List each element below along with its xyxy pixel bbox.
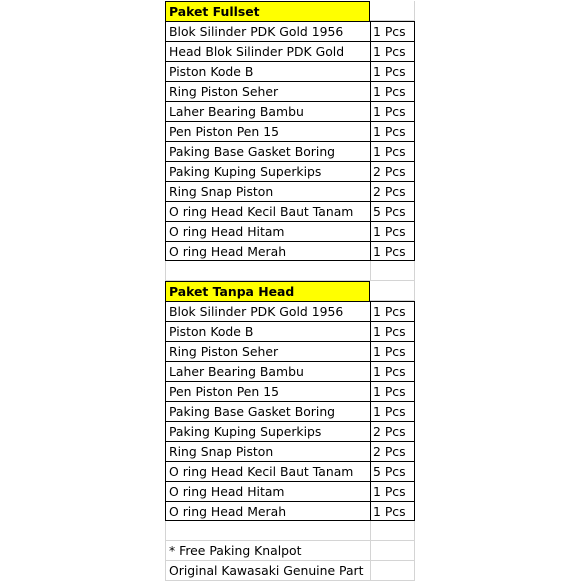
item-qty: 1 Pcs xyxy=(370,101,415,121)
item-name: O ring Head Kecil Baut Tanam xyxy=(165,201,370,221)
item-name: Blok Silinder PDK Gold 1956 xyxy=(165,301,370,321)
item-name: Ring Snap Piston xyxy=(165,441,370,461)
item-name: O ring Head Merah xyxy=(165,241,370,261)
item-qty: 1 Pcs xyxy=(370,501,415,521)
item-name: Laher Bearing Bambu xyxy=(165,361,370,381)
item-name: Blok Silinder PDK Gold 1956 xyxy=(165,21,370,41)
note-free-paking-knalpot: * Free Paking Knalpot xyxy=(165,541,370,561)
item-name: Piston Kode B xyxy=(165,321,370,341)
item-qty: 2 Pcs xyxy=(370,181,415,201)
item-name: Paking Base Gasket Boring xyxy=(165,401,370,421)
item-qty: 1 Pcs xyxy=(370,401,415,421)
empty-cell xyxy=(165,261,370,281)
item-name: Paking Kuping Superkips xyxy=(165,161,370,181)
item-qty: 1 Pcs xyxy=(370,41,415,61)
item-name: O ring Head Kecil Baut Tanam xyxy=(165,461,370,481)
empty-cell xyxy=(370,561,415,581)
empty-cell xyxy=(370,1,415,21)
item-qty: 1 Pcs xyxy=(370,121,415,141)
item-name: Pen Piston Pen 15 xyxy=(165,121,370,141)
section-title: Paket Tanpa Head xyxy=(165,281,370,301)
item-name: Piston Kode B xyxy=(165,61,370,81)
item-qty: 5 Pcs xyxy=(370,201,415,221)
item-name: Paking Kuping Superkips xyxy=(165,421,370,441)
item-qty: 1 Pcs xyxy=(370,221,415,241)
item-qty: 1 Pcs xyxy=(370,81,415,101)
item-name: O ring Head Hitam xyxy=(165,221,370,241)
item-qty: 1 Pcs xyxy=(370,61,415,81)
item-name: Pen Piston Pen 15 xyxy=(165,381,370,401)
item-qty: 5 Pcs xyxy=(370,461,415,481)
section-title: Paket Fullset xyxy=(165,1,370,21)
item-name: Head Blok Silinder PDK Gold xyxy=(165,41,370,61)
item-qty: 1 Pcs xyxy=(370,141,415,161)
item-qty: 2 Pcs xyxy=(370,441,415,461)
empty-cell xyxy=(370,281,415,301)
empty-cell xyxy=(165,521,370,541)
item-qty: 2 Pcs xyxy=(370,421,415,441)
item-qty: 2 Pcs xyxy=(370,161,415,181)
item-qty: 1 Pcs xyxy=(370,21,415,41)
item-name: O ring Head Hitam xyxy=(165,481,370,501)
item-name: O ring Head Merah xyxy=(165,501,370,521)
item-name: Ring Piston Seher xyxy=(165,81,370,101)
item-qty: 1 Pcs xyxy=(370,341,415,361)
item-qty: 1 Pcs xyxy=(370,481,415,501)
item-name: Laher Bearing Bambu xyxy=(165,101,370,121)
empty-cell xyxy=(370,261,415,281)
item-qty: 1 Pcs xyxy=(370,301,415,321)
note-original-part: Original Kawasaki Genuine Part xyxy=(165,561,370,581)
item-name: Ring Snap Piston xyxy=(165,181,370,201)
empty-cell xyxy=(370,521,415,541)
item-qty: 1 Pcs xyxy=(370,361,415,381)
item-qty: 1 Pcs xyxy=(370,241,415,261)
item-qty: 1 Pcs xyxy=(370,381,415,401)
item-qty: 1 Pcs xyxy=(370,321,415,341)
item-name: Paking Base Gasket Boring xyxy=(165,141,370,161)
empty-cell xyxy=(370,541,415,561)
item-name: Ring Piston Seher xyxy=(165,341,370,361)
